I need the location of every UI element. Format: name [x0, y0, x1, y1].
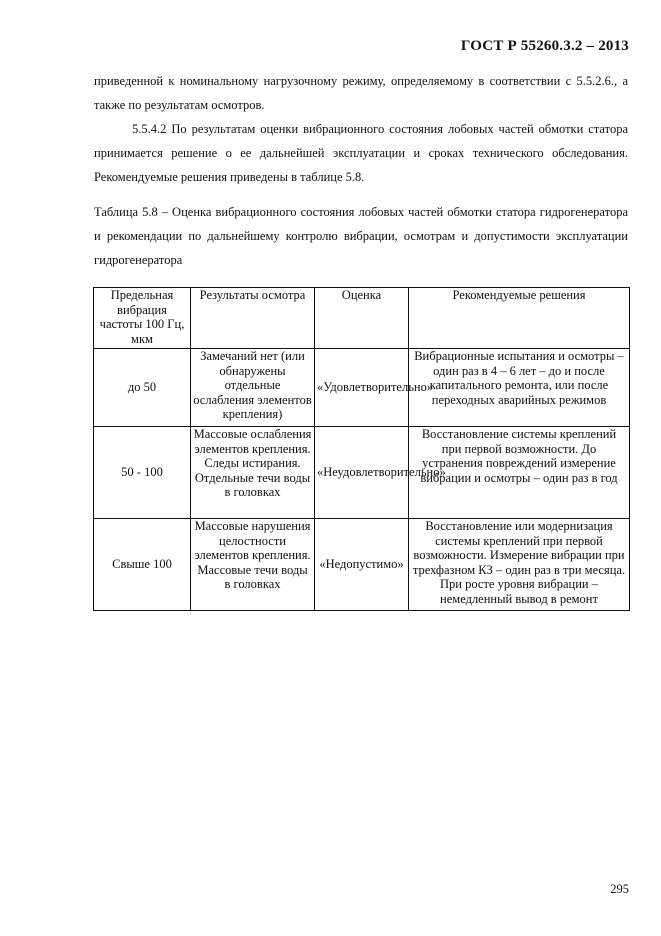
table-header-row [94, 288, 630, 349]
paragraph-text: приведенной к номинальному нагрузочному режиму, определяемому в соответствии с 5.5.2.6., а также по результатам осмотров. [94, 74, 628, 112]
cell-assessment: «Неудовлетворительно» [315, 427, 409, 519]
table-row [94, 349, 630, 427]
cell-recommendation: Восстановление системы креплений при первой возможности. До устранения повреждений измерение вибрации и осмотры – один раз в год [409, 427, 630, 519]
cell-recommendation: Вибрационные испытания и осмотры – один раз в 4 – 6 лет – до и после капитального ремонта, или после переходных аварийных режимов [409, 349, 630, 427]
cell-recommendation: Восстановление или модернизация системы креплений при первой возможности. Измерение вибрации при трехфазном КЗ – один раз в три месяца. При росте уровня вибрации – немедленный вывод в ремонт [409, 519, 630, 611]
table-caption [94, 200, 628, 272]
column-header-recommended-decisions: Рекомендуемые решения [409, 288, 630, 349]
vibration-assessment-table [93, 287, 630, 611]
column-header-assessment: Оценка [315, 288, 409, 349]
table-row [94, 427, 630, 519]
column-header-inspection-results: Результаты осмотра [191, 288, 315, 349]
cell-assessment: «Недопустимо» [315, 519, 409, 611]
cell-inspection-results: Массовые нарушения целостности элементов крепления. Массовые течи воды в головках [191, 519, 315, 611]
table-row [94, 519, 630, 611]
body-paragraph-continued [94, 69, 628, 117]
cell-vibration-limit: 50 - 100 [94, 427, 191, 519]
body-paragraph-clause-5-5-4-2 [94, 117, 628, 189]
cell-inspection-results: Массовые ослабления элементов крепления. Следы истирания. Отдельные течи воды в головках [191, 427, 315, 519]
cell-assessment: «Удовлетворительно» [315, 349, 409, 427]
table-caption-text: Таблица 5.8 – Оценка вибрационного состояния лобовых частей обмотки статора гидрогенератора и рекомендации по дальнейшему контролю вибрации, осмотрам и допустимости эксплуатации гидрогенератора [94, 205, 628, 267]
document-header: ГОСТ Р 55260.3.2 – 2013 [460, 38, 629, 54]
column-header-vibration-limit: Предельная вибрация частоты 100 Гц, мкм [94, 288, 191, 349]
cell-vibration-limit: Свыше 100 [94, 519, 191, 611]
cell-inspection-results: Замечаний нет (или обнаружены отдельные ослабления элементов крепления) [191, 349, 315, 427]
paragraph-text: 5.5.4.2 По результатам оценки вибрационного состояния лобовых частей обмотки статора принимается решение о ее дальнейшей эксплуатации и сроках технического обследования. Рекомендуемые решения приведены в таблице 5.8. [94, 122, 628, 184]
page-number: 295 [610, 882, 629, 896]
cell-vibration-limit: до 50 [94, 349, 191, 427]
